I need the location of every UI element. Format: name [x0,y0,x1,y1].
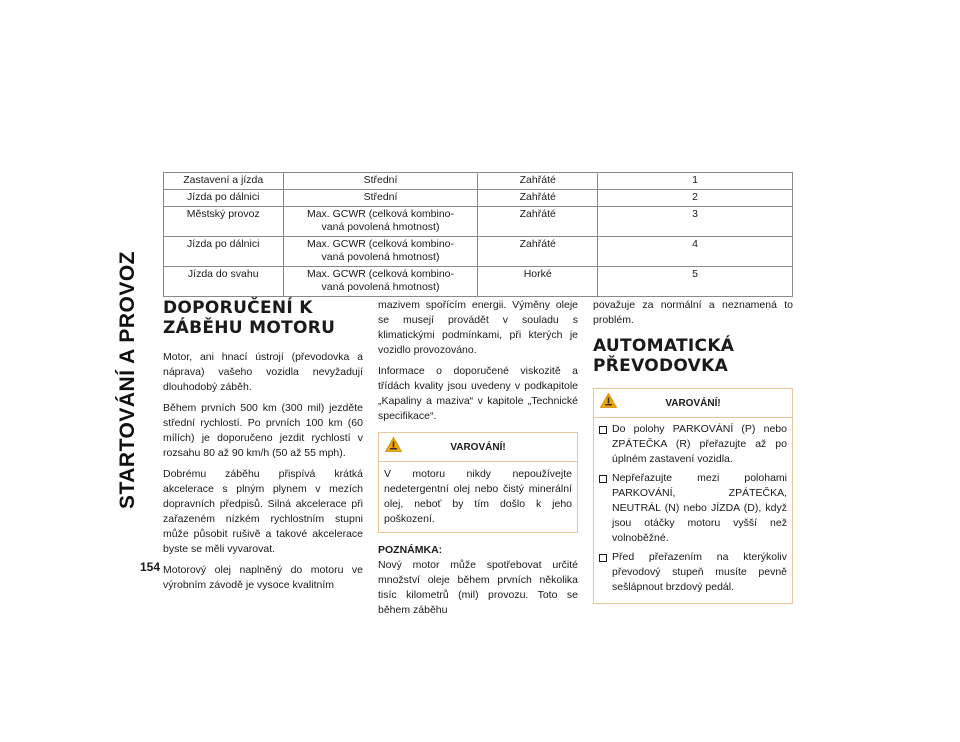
note-text: Nový motor může spotřebovat určité množství oleje během prvních několika tisíc kilometrů (mil) provozu. Toto se během záběhu [378,559,578,616]
table-cell: 5 [597,267,792,297]
warning-header [379,433,577,462]
table-cell [283,237,478,267]
text-column-2 [378,298,578,624]
table-cell: Střední [283,173,478,190]
page-number: 154 [140,560,161,574]
table-cell: Zastavení a jízda [164,173,284,190]
checkbox-bullet-icon [599,426,607,434]
table-cell: 1 [597,173,792,190]
chapter-side-title: STARTOVÁNÍ A PROVOZ [116,250,139,510]
cell-line: Max. GCWR (celková kombino- [306,268,454,280]
checkbox-bullet-icon [599,554,607,562]
table-cell: Střední [283,190,478,207]
paragraph: Motor, ani hnací ústrojí (převodovka a náprava) vašeho vozidla nevyžadují dlouhodobý záběh. [163,351,363,393]
checkbox-bullet-icon [599,475,607,483]
warning-triangle-icon [600,393,617,408]
table-cell: Zahřáté [478,173,598,190]
table-cell: Zahřáté [478,237,598,267]
cell-line: vaná povolená hmotnost) [321,221,440,233]
warning-box [378,432,578,533]
cell-line: Max. GCWR (celková kombino- [306,208,454,220]
paragraph: Informace o doporučené viskozitě a třídách kvality jsou uvedeny v podkapitole „Kapaliny a maziva“ v kapitole „Technické specifikace“. [378,365,578,422]
table-row [164,190,793,207]
table-cell [283,207,478,237]
table-cell: Jízda do svahu [164,267,284,297]
table-row [164,237,793,267]
table-cell: Městský provoz [164,207,284,237]
paragraph: Během prvních 500 km (300 mil) jezděte střední rychlostí. Po prvních 100 km (60 mílích) je doporučeno jezdit rychlostí v rozsahu 80 až 90 km/h (50 až 55 mph). [163,402,363,459]
warning-list [594,418,792,603]
table-cell [283,267,478,297]
section-heading-automatic-transmission: AUTOMATICKÁ PŘEVODOVKA [593,336,735,376]
table-cell: Horké [478,267,598,297]
cell-line: vaná povolená hmotnost) [321,251,440,263]
warning-triangle-icon [385,437,402,452]
warning-header [594,389,792,418]
table-cell: Jízda po dálnici [164,190,284,207]
table-cell: Zahřáté [478,190,598,207]
table-row [164,207,793,237]
cell-line: vaná povolená hmotnost) [321,281,440,293]
warning-box [593,388,793,604]
list-item-text: Do polohy PARKOVÁNÍ (P) nebo ZPÁTEČKA (R) přeřazujte až po úplném zastavení vozidla. [612,423,787,465]
paragraph: Motorový olej naplněný do motoru ve výrobním závodě je vysoce kvalitním [163,564,363,591]
table-cell: Zahřáté [478,207,598,237]
paragraph: mazivem spořícím energii. Výměny oleje se musejí provádět v souladu s klimatickými podmínkami, při kterých je vozidlo provozováno. [378,299,578,356]
list-item [599,471,787,546]
warning-title: VAROVÁNÍ! [450,442,506,453]
list-item [599,550,787,595]
paragraph: považuje za normální a neznamená to problém. [593,299,793,326]
warning-title: VAROVÁNÍ! [665,398,721,409]
table-cell: 2 [597,190,792,207]
section-heading-break-in: DOPORUČENÍ K ZÁBĚHU MOTORU [163,298,336,338]
list-item [599,422,787,467]
table-row [164,173,793,190]
table-cell: 4 [597,237,792,267]
list-item-text: Nepřeřazujte mezi polohami PARKOVÁNÍ, ZPÁTEČKA, NEUTRÁL (N) nebo JÍZDA (D), když jsou otáčky motoru vyšší než volnoběžné. [612,472,787,544]
note-title: POZNÁMKA: [378,544,443,556]
cell-line: Max. GCWR (celková kombino- [306,238,454,250]
conditions-table [163,172,793,297]
paragraph: Dobrému záběhu přispívá krátká akcelerace s plným plynem v mezích dopravních předpisů. Silná akcelerace při zařazeném nízkém rychlostním stupni může působit rušivě a takové akcelerace byste se měli vyvarovat. [163,468,363,555]
table-cell: 3 [597,207,792,237]
text-column-3 [593,298,793,614]
list-item-text: Před přeřazením na kterýkoliv převodový stupeň musíte pevně sešlápnout brzdový pedál. [612,551,787,593]
table-cell: Jízda po dálnici [164,237,284,267]
table-row [164,267,793,297]
warning-text: V motoru nikdy nepoužívejte nedetergentní olej nebo čistý minerální olej, neboť by tím došlo k jeho poškození. [384,468,572,525]
text-column-1 [163,298,363,599]
